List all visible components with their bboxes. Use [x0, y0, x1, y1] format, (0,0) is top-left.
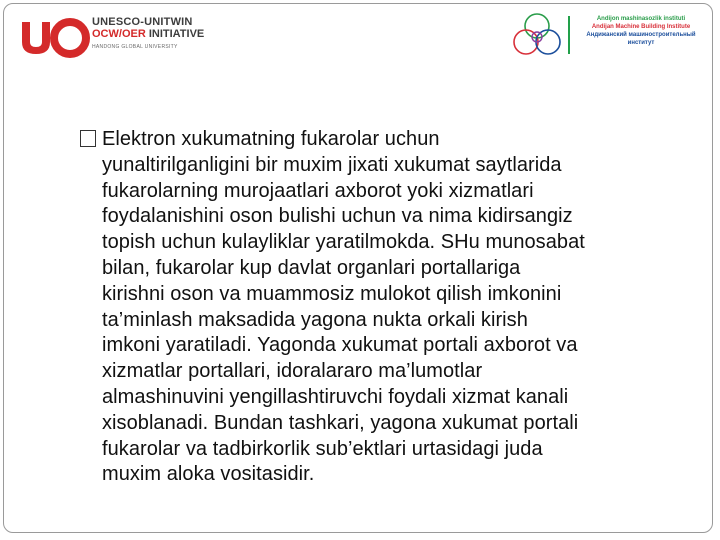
paragraph-line-14: muxim aloka vositasidir.	[102, 463, 315, 486]
institute-name-ru-2: институт	[627, 40, 655, 46]
paragraph-line-4: foydalanishini oson bulishi uchun va nima kidirsangiz	[102, 205, 573, 228]
institute-name-uz: Andijon mashinasozlik instituti	[596, 16, 686, 22]
paragraph-line-6: bilan, fukarolar kup davlat organlari portallariga	[102, 256, 521, 279]
logo-line-unesco: UNESCO-UNITWIN	[92, 16, 193, 28]
paragraph-line-13: fukarolar va tadbirkorlik sub’ektlari urtasidagi juda	[102, 437, 543, 460]
uo-logo-mark-icon	[18, 18, 90, 58]
logo-initiative-word: INITIATIVE	[145, 28, 205, 40]
paragraph-line-2: yunaltirilganligini bir muxim jixati xukumat saytlarida	[102, 153, 562, 176]
paragraph-line-10: xizmatlar portallari, idoralararo ma’lumotlar	[102, 360, 483, 383]
institute-name-ru: Андижанский машиностроительный	[586, 32, 696, 38]
logo-line-university: HANDONG GLOBAL UNIVERSITY	[92, 44, 178, 50]
slide-body	[78, 127, 690, 488]
institute-emblem-icon	[510, 12, 564, 58]
paragraph-line-5: topish uchun kulayliklar yaratilmokda. SHu munosabat	[102, 231, 585, 254]
paragraph-line-1: Elektron xukumatning fukarolar uchun	[102, 128, 440, 150]
square-bullet-icon	[80, 130, 96, 147]
logo-divider	[568, 16, 570, 54]
paragraph-line-11: almashinuvini yengillashtiruvchi foydali xizmat kanali	[102, 385, 569, 408]
paragraph-line-12: xisoblanadi. Bundan tashkari, yagona xukumat portali	[102, 411, 579, 434]
paragraph-line-7: kirishni oson va muammosiz mulokot qilish imkonini	[102, 282, 562, 305]
logo-ocw-oer: OCW/OER	[92, 28, 146, 40]
andijan-institute-logo	[510, 12, 706, 60]
bullet-paragraph	[78, 127, 690, 488]
institute-name-en: Andijan Machine Building Institute	[591, 24, 691, 30]
paragraph-line-8: ta’minlash maksadida yagona nukta orkali kirish	[102, 308, 528, 331]
paragraph-line-3: fukarolarning murojaatlari axborot yoki xizmatlari	[102, 179, 534, 202]
logo-line-initiative	[92, 28, 204, 40]
unesco-unitwin-logo	[18, 14, 238, 58]
paragraph-line-9: imkoni yaratiladi. Yagonda xukumat portali axborot va	[102, 334, 578, 357]
